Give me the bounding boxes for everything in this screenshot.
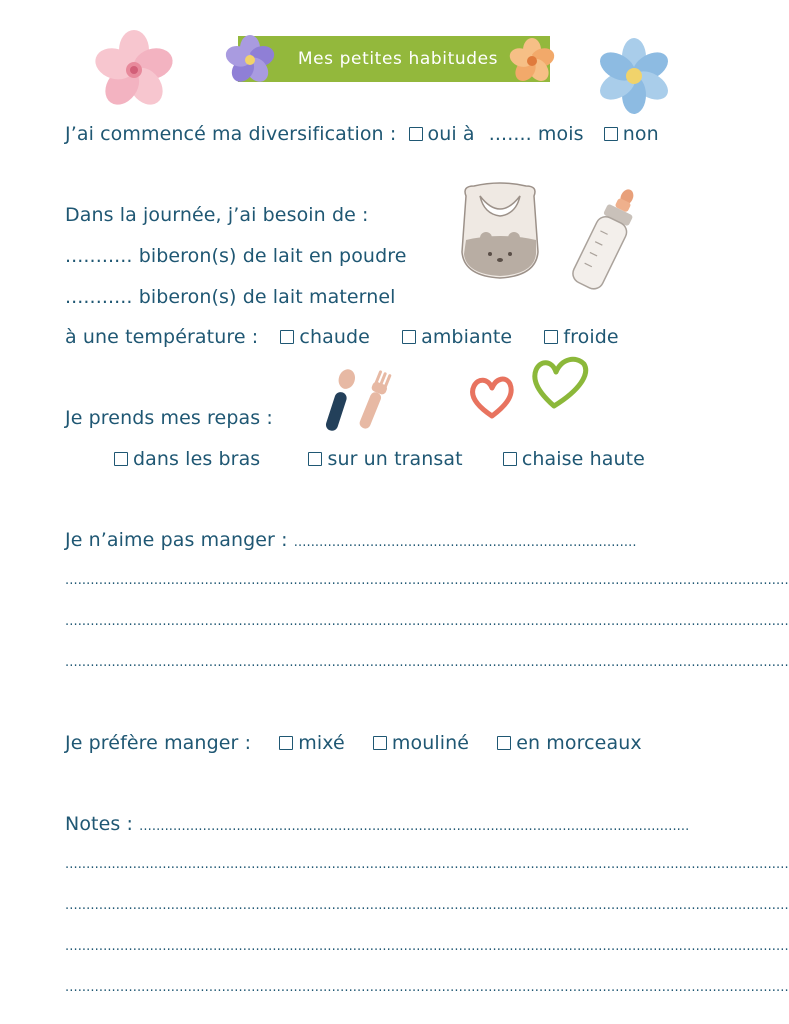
checkbox-non-label: non — [622, 123, 659, 145]
checkbox-mouline[interactable] — [373, 730, 469, 756]
orange-flower-icon — [508, 38, 556, 84]
milk-powder-text: biberon(s) de lait en poudre — [138, 245, 407, 267]
months-blank[interactable]: ....... — [488, 123, 532, 145]
checkbox-chaude[interactable] — [280, 324, 370, 350]
checkbox-chaude-label: chaude — [299, 326, 370, 348]
blue-flower-icon — [594, 38, 674, 114]
checkbox-transat[interactable] — [308, 446, 462, 472]
checkbox-mixe-label: mixé — [298, 732, 345, 754]
checkbox-chaise-haute[interactable] — [503, 446, 645, 472]
checkbox-chaise-haute-label: chaise haute — [521, 448, 645, 470]
milk-powder-line — [65, 243, 407, 269]
dislikes-blank-4[interactable]: ........................................................................................................................................................................... — [65, 655, 789, 670]
bib-icon — [456, 182, 544, 282]
checkbox-chaude-box[interactable] — [280, 330, 294, 344]
checkbox-transat-box[interactable] — [308, 452, 322, 466]
temperature-line — [65, 324, 619, 350]
checkbox-oui[interactable] — [409, 121, 475, 147]
checkbox-mixe-box[interactable] — [279, 736, 293, 750]
checkbox-bras-label: dans les bras — [133, 448, 261, 470]
checkbox-oui-label: oui à — [427, 123, 475, 145]
milk-powder-blank[interactable]: ........... — [65, 245, 133, 267]
spoon-fork-icon — [318, 364, 396, 438]
purple-flower-icon — [224, 36, 276, 84]
checkbox-non-box[interactable] — [604, 127, 618, 141]
dislikes-blank-first[interactable]: ................................................................................. — [293, 535, 637, 550]
checkbox-mouline-label: mouliné — [391, 732, 470, 754]
dislikes-blank-2[interactable]: ........................................................................................................................................................................... — [65, 573, 789, 588]
milk-maternal-line — [65, 284, 396, 310]
checkbox-morceaux[interactable] — [497, 730, 641, 756]
notes-line — [65, 811, 690, 840]
meals-options-line — [114, 446, 645, 472]
header-banner — [238, 36, 550, 82]
checkbox-non[interactable] — [604, 121, 659, 147]
diversification-label: J’ai commencé ma diversification : — [65, 123, 397, 145]
notes-blank-4[interactable]: ........................................................................................................................................................................... — [65, 939, 789, 954]
months-unit: mois — [537, 123, 584, 145]
checkbox-ambiante[interactable] — [402, 324, 512, 350]
notes-blank-2[interactable]: ........................................................................................................................................................................... — [65, 857, 789, 872]
notes-blank-first[interactable]: .................................................................................................................................. — [139, 819, 690, 834]
texture-line — [65, 730, 642, 756]
checkbox-ambiante-box[interactable] — [402, 330, 416, 344]
checkbox-froide[interactable] — [544, 324, 618, 350]
checkbox-transat-label: sur un transat — [327, 448, 463, 470]
checkbox-froide-box[interactable] — [544, 330, 558, 344]
checkbox-bras[interactable] — [114, 446, 260, 472]
page-title: Mes petites habitudes — [297, 49, 499, 69]
checkbox-mouline-box[interactable] — [373, 736, 387, 750]
dislikes-line — [65, 527, 665, 556]
checkbox-froide-label: froide — [563, 326, 619, 348]
checkbox-chaise-haute-box[interactable] — [503, 452, 517, 466]
checkbox-bras-box[interactable] — [114, 452, 128, 466]
milk-maternal-text: biberon(s) de lait maternel — [138, 286, 396, 308]
coral-heart-icon — [466, 374, 518, 422]
notes-blank-3[interactable]: ........................................................................................................................................................................... — [65, 898, 789, 913]
checkbox-mixe[interactable] — [279, 730, 345, 756]
notes-blank-5[interactable]: ........................................................................................................................................................................... — [65, 980, 789, 995]
dislikes-blank-3[interactable]: ........................................................................................................................................................................... — [65, 614, 789, 629]
notes-label: Notes : — [65, 813, 134, 835]
temperature-label: à une température : — [65, 326, 259, 348]
green-heart-icon — [530, 354, 592, 412]
checkbox-morceaux-box[interactable] — [497, 736, 511, 750]
checkbox-ambiante-label: ambiante — [421, 326, 513, 348]
milk-heading: Dans la journée, j’ai besoin de : — [65, 204, 369, 226]
diversification-line — [65, 121, 659, 147]
milk-maternal-blank[interactable]: ........... — [65, 286, 133, 308]
baby-bottle-icon — [562, 184, 648, 300]
dislikes-label: Je n’aime pas manger : — [65, 529, 288, 551]
pink-flower-icon — [92, 30, 176, 110]
checkbox-oui-box[interactable] — [409, 127, 423, 141]
checkbox-morceaux-label: en morceaux — [516, 732, 642, 754]
meals-heading: Je prends mes repas : — [65, 407, 273, 429]
texture-label: Je préfère manger : — [65, 732, 252, 754]
